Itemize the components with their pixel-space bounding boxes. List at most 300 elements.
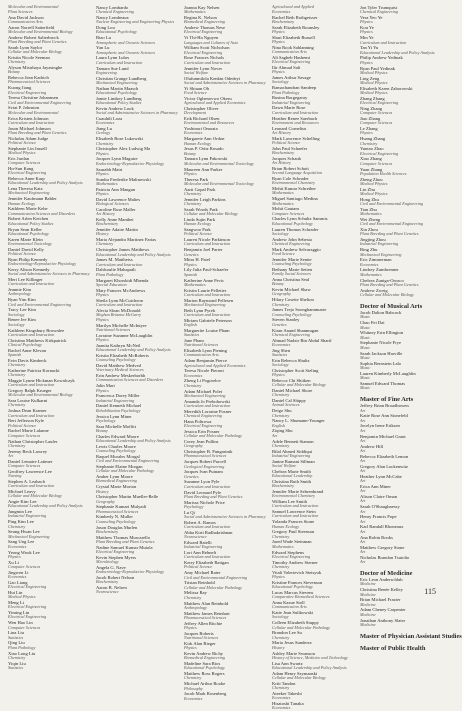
graduate-program: Cellular and Molecular Biology xyxy=(272,674,326,680)
graduate-program: Sociology xyxy=(8,321,25,327)
graduate-entry xyxy=(360,76,442,86)
graduate-name: Margarete Ann Ordon xyxy=(184,136,225,142)
graduate-program: Cellular and Molecular Biology xyxy=(360,291,414,297)
graduate-entry xyxy=(8,418,90,428)
graduate-name: Bilal Ahmed Siddiqui xyxy=(272,448,313,454)
graduate-entry xyxy=(96,514,178,524)
graduate-name: Jacques Roberts xyxy=(184,630,214,636)
graduate-name: Marguerite Louise Pham xyxy=(184,328,230,333)
graduate-entry xyxy=(8,25,90,35)
graduate-name: Lucas Marcus Stevens xyxy=(272,589,314,595)
graduate-name: Charles Edward Moore xyxy=(96,433,139,439)
graduate-name: Regina K. Nelson xyxy=(184,15,217,21)
graduate-entry xyxy=(184,641,266,651)
graduate-entry xyxy=(360,167,442,177)
graduate-name: Sophia Bernstein Lalo xyxy=(360,360,402,366)
graduate-program: Curriculum and Instruction xyxy=(8,412,55,418)
graduate-entry xyxy=(184,146,266,156)
graduate-name: Lorraine Suzanne McLaughlin xyxy=(96,332,153,338)
graduate-program: Physics xyxy=(272,28,285,34)
graduate-name: Colleen Elizabeth Stuppy xyxy=(272,620,319,626)
graduate-program: Curriculum and Instruction xyxy=(184,524,231,530)
graduate-entry xyxy=(360,423,442,433)
graduate-program: Sociology xyxy=(272,362,289,368)
graduate-entry xyxy=(184,520,266,530)
graduate-program: Mechanical Engineering xyxy=(96,79,138,85)
graduate-program: Electrical Engineering xyxy=(184,423,223,429)
graduate-entry xyxy=(184,459,266,469)
graduate-program: Chemistry xyxy=(184,382,202,388)
graduate-entry xyxy=(184,348,266,358)
graduate-program: Electrical Engineering xyxy=(272,59,311,65)
graduate-entry xyxy=(360,371,442,381)
graduate-name: Philip Andrew Yedinak xyxy=(360,55,403,61)
graduate-entry xyxy=(184,560,266,570)
graduate-program: Curriculum and Instruction xyxy=(8,382,55,388)
graduate-entry xyxy=(96,76,178,86)
graduate-entry xyxy=(8,590,90,600)
graduate-entry xyxy=(8,630,90,640)
graduate-program: Political Science xyxy=(184,564,213,570)
graduate-name: Olufunmilola Kenkin Odedeyi xyxy=(184,75,241,81)
graduate-name: Jacob Robert Nelson xyxy=(96,575,135,581)
graduate-program: Economics xyxy=(272,341,291,347)
graduate-program: Environmental Chemistry xyxy=(272,493,315,499)
graduate-program: Biochemistry xyxy=(272,150,295,156)
graduate-program: Political Science xyxy=(272,140,301,146)
graduate-entry xyxy=(360,474,442,484)
graduate-entry xyxy=(272,519,354,529)
graduate-name: Kristin Laurie Pelletier xyxy=(184,287,227,293)
graduate-name: Jacques Schaub xyxy=(272,155,301,161)
graduate-entry xyxy=(184,177,266,187)
graduate-entry xyxy=(360,257,442,267)
graduate-program: English xyxy=(272,422,285,428)
graduate-name: Sondra Frederike Malinowski xyxy=(96,176,151,182)
graduate-name: Seung Hwan Lee xyxy=(8,529,40,535)
graduate-entry xyxy=(184,530,266,540)
graduate-entry xyxy=(8,459,90,469)
graduate-entry xyxy=(272,105,354,115)
graduate-program: Chemistry xyxy=(8,59,26,65)
graduate-name: Victor Oghenovwo Okeru xyxy=(184,95,232,101)
graduate-program: Environment and Resources xyxy=(272,119,319,125)
graduate-name: Stephanie Kumari Mulyadi xyxy=(96,504,147,510)
graduate-program: Industrial Engineering xyxy=(8,513,47,519)
graduate-name: Ling Zeng xyxy=(360,75,380,81)
graduate-program: Genetics xyxy=(272,321,287,327)
graduate-entry xyxy=(184,490,266,500)
graduate-program: Educational Leadership and Policy Analysis xyxy=(96,251,171,257)
graduate-program: Economics xyxy=(184,695,203,701)
graduate-list-column-4 xyxy=(272,4,354,711)
graduate-name: Stephanie Nicole Frye xyxy=(360,340,402,346)
graduate-name: Nancy Lombeaux xyxy=(96,15,129,21)
graduate-program: Plant Pathology xyxy=(8,644,36,650)
graduate-program: Social Welfare xyxy=(184,69,209,75)
graduate-name: Ahmad Nadzir Bin Abdul Sharif xyxy=(272,337,332,343)
graduate-name: Nadine Samuel Kumar Mutola xyxy=(96,544,153,550)
graduate-program: Cellular and Molecular Biology xyxy=(8,49,62,55)
graduate-program: Economics xyxy=(272,705,291,711)
graduate-program: Electrical Engineering xyxy=(8,614,47,620)
graduate-name: Michael Arthur Rooke xyxy=(184,681,226,687)
graduate-entry xyxy=(272,116,354,126)
graduate-program: Cellular and Molecular Biology xyxy=(272,382,326,388)
graduate-name: Ryan Paul Yedinak xyxy=(360,65,395,71)
graduate-name: Bert Jefferson Kyle xyxy=(8,418,44,424)
graduate-name: Hana Poltrowa xyxy=(184,418,212,424)
graduate-entry xyxy=(360,177,442,187)
graduate-name: Lu Qi xyxy=(184,509,195,515)
graduate-name: Lauren Kimberly McLaughlin xyxy=(360,370,416,376)
graduate-name: Kathleen Kingsbury Brownlee xyxy=(8,327,65,333)
graduate-program: Electrical Engineering xyxy=(360,150,399,156)
graduate-name: Raquel Morales Morgal xyxy=(96,453,140,459)
graduate-entry xyxy=(360,444,442,454)
graduate-name: Jesus P. Ortiz Rosado xyxy=(184,146,224,152)
graduate-program: Cellular and Molecular Pathology xyxy=(184,433,243,439)
graduate-program: Biochemistry xyxy=(272,18,295,24)
graduate-name: Samuel Edward Thomas xyxy=(360,380,406,386)
graduate-entry xyxy=(272,25,354,35)
graduate-name: Amy Michael Rater xyxy=(184,570,221,576)
graduate-entry xyxy=(184,601,266,611)
graduate-name: Suzanne Lyon Pyle xyxy=(184,479,220,485)
graduate-program: Pharmaceutical Sciences xyxy=(8,79,51,85)
graduate-program: Chemistry xyxy=(272,634,290,640)
graduate-program: Food Science xyxy=(184,90,207,96)
graduate-program: Economics xyxy=(8,574,27,580)
graduate-entry xyxy=(184,358,266,368)
graduate-entry xyxy=(184,621,266,631)
graduate-entry xyxy=(8,206,90,216)
graduate-name: Erik Richard Olsen xyxy=(184,116,220,122)
graduate-entry xyxy=(8,105,90,115)
graduate-name: Kevin Stephen Myers xyxy=(96,554,137,560)
graduate-entry xyxy=(96,197,178,207)
graduate-program: Music xyxy=(360,334,371,340)
graduate-program: Civil and Environmental Engineering xyxy=(360,221,423,227)
graduate-entry xyxy=(184,328,266,338)
graduate-entry xyxy=(272,15,354,25)
graduate-name: Elisabeth Lynn Piening xyxy=(184,348,227,354)
graduate-entry xyxy=(8,267,90,277)
graduate-entry xyxy=(8,166,90,176)
graduate-name: Linda Sujin Park xyxy=(184,216,216,222)
graduate-entry xyxy=(184,126,266,136)
graduate-entry xyxy=(272,287,354,297)
graduate-entry xyxy=(96,565,178,575)
graduate-entry xyxy=(96,66,178,76)
graduate-name: Lindsey Zumbrenner xyxy=(360,267,399,273)
graduate-name: Jalin Mari xyxy=(96,383,115,389)
graduate-program: Environmental Chemistry xyxy=(272,180,315,186)
graduate-name: Sheila Lynn McCutcheon xyxy=(96,297,143,303)
graduate-entry xyxy=(360,116,442,126)
graduate-entry xyxy=(360,381,442,391)
graduate-name: Charles Lynn Schultz Sammis xyxy=(272,216,328,222)
graduate-program: Educational Psychology xyxy=(272,220,313,226)
graduate-program: Art xyxy=(360,548,366,554)
graduate-entry xyxy=(8,65,90,75)
graduate-entry xyxy=(184,167,266,177)
graduate-program: Chemistry xyxy=(184,201,202,207)
graduate-name: Maria Alejandra Martinez Farias xyxy=(96,237,157,243)
graduate-entry xyxy=(8,297,90,307)
graduate-entry xyxy=(184,469,266,479)
graduate-program: Chemistry xyxy=(8,523,26,529)
graduate-name: Andrew Hill xyxy=(360,443,384,449)
graduate-entry xyxy=(360,434,442,444)
graduate-name: Stephen A. Leabach xyxy=(8,478,45,484)
graduate-entry xyxy=(360,217,442,227)
graduate-name: Jing Shen xyxy=(272,347,290,353)
graduate-program: Political Science xyxy=(184,231,213,237)
graduate-program: Electrical Engineering xyxy=(8,170,47,176)
graduate-entry xyxy=(96,333,178,343)
graduate-entry xyxy=(360,96,442,106)
graduate-entry xyxy=(184,298,266,308)
graduate-entry xyxy=(8,136,90,146)
graduate-program: Curriculum and Instruction xyxy=(272,513,319,519)
graduate-entry xyxy=(8,277,90,287)
graduate-entry xyxy=(184,691,266,701)
graduate-entry xyxy=(272,529,354,539)
graduate-program: Industrial Engineering xyxy=(360,241,399,247)
graduate-program: Computer Sciences xyxy=(8,432,41,438)
graduate-entry xyxy=(8,75,90,85)
graduate-program: Art xyxy=(360,558,366,564)
graduate-name: Patricia Ann Mangan xyxy=(96,186,136,192)
graduate-name: Huang Zhang xyxy=(360,136,386,142)
graduate-name: Rusina Borgegaray xyxy=(272,95,308,101)
graduate-name: Tamara Lynn Pakowski xyxy=(184,156,228,162)
graduate-program: Political Science xyxy=(8,251,37,257)
graduate-program: Counseling Psychology xyxy=(272,311,312,317)
graduate-entry xyxy=(272,35,354,45)
graduate-name: Vera Yeo Ye xyxy=(360,15,383,21)
graduate-program: Economics xyxy=(272,695,291,701)
graduate-program: Family Social Sciences xyxy=(272,271,311,277)
graduate-name: Vitali Valerievich Stetsyuk xyxy=(272,569,322,575)
graduate-program: Biochemistry xyxy=(272,483,295,489)
graduate-program: Physics xyxy=(360,130,373,136)
graduate-program: Chemistry xyxy=(8,402,26,408)
graduate-name: Rebecca Chi Shiiken xyxy=(272,377,311,383)
graduate-program: Cellular and Molecular Pathology xyxy=(184,584,243,590)
graduate-entry xyxy=(360,267,442,277)
graduate-program: Curriculum and Instruction xyxy=(184,241,231,247)
graduate-entry xyxy=(360,577,442,587)
graduate-name: Katherine Anne Pecic xyxy=(184,277,225,283)
graduate-program: Electrical Engineering xyxy=(272,553,311,559)
graduate-name: Henry Francis Pope xyxy=(360,514,397,520)
graduate-program: Nutritional Sciences xyxy=(184,342,219,348)
graduate-entry xyxy=(184,217,266,227)
graduate-name: Jacques Robert Purcell xyxy=(184,459,227,465)
graduate-name: Daniel Cal Shippy xyxy=(272,398,306,404)
graduate-entry xyxy=(272,75,354,85)
graduate-program: Physics xyxy=(96,316,109,322)
graduate-name: Gregory Alan Luckenwitz xyxy=(360,463,408,469)
graduate-name: Nina Rook Sahlanning xyxy=(272,44,314,50)
graduate-entry xyxy=(360,197,442,207)
graduate-program: Medical Physics xyxy=(360,190,388,196)
graduate-program: Chemical Engineering xyxy=(360,9,398,15)
graduate-program: Animal Sciences xyxy=(272,402,300,408)
graduate-program: Music xyxy=(360,324,371,330)
graduate-name: Caroline Rose Maller xyxy=(96,206,136,212)
graduate-name: Aarti Gopal Park xyxy=(184,186,216,192)
graduate-entry xyxy=(184,207,266,217)
graduate-program: Meghan Brianna McGarry xyxy=(96,312,142,318)
graduate-program: Botany xyxy=(8,69,20,75)
graduate-program: Plant Breeding and Plant Genetics xyxy=(8,129,67,135)
graduate-program: Medicine xyxy=(360,591,376,597)
graduate-program: Geography xyxy=(96,498,115,504)
graduate-name: Nicholas Brandon Tsutolio xyxy=(360,554,410,560)
graduate-entry xyxy=(184,86,266,96)
graduate-program: Physics xyxy=(184,170,197,176)
graduate-entry xyxy=(96,575,178,585)
graduate-program: Agricultural and Applied Economics xyxy=(184,100,246,106)
graduate-name: Karl Randall Rhoneaux xyxy=(360,524,404,530)
graduate-program: Computer Sciences xyxy=(8,624,41,630)
graduate-program: Educational Leadership and Policy Analysis xyxy=(360,49,435,55)
graduate-program: Social and Administrative Sciences in Pharmacy xyxy=(96,110,178,116)
graduate-entry xyxy=(96,454,178,464)
graduate-entry xyxy=(96,86,178,96)
graduate-name: Rachel Beth Rothgeisser xyxy=(272,14,318,20)
graduate-entry xyxy=(8,388,90,398)
graduate-entry xyxy=(184,288,266,298)
graduate-program: Art xyxy=(360,427,366,433)
graduate-name: Alecia Sloan McDonald xyxy=(96,307,141,313)
graduate-name: Daniel Kenneth Michael xyxy=(96,403,142,409)
graduate-entry xyxy=(184,247,266,257)
graduate-program: Counseling Psychology xyxy=(96,518,136,524)
graduate-name: Brandon Lee Su xyxy=(272,630,302,636)
graduate-entry xyxy=(8,95,90,105)
graduate-entry xyxy=(360,524,442,534)
graduate-program: Plant Breeding and Plant Genetics xyxy=(360,281,419,287)
graduate-name: Zheng Li Pogorelov xyxy=(184,378,221,384)
graduate-entry xyxy=(184,409,266,419)
graduate-program: Art xyxy=(360,538,366,544)
graduate-name: James Trejo Soonghannmarie xyxy=(272,307,327,313)
graduate-entry xyxy=(8,378,90,388)
graduate-name: Jingjing Zhou xyxy=(360,237,386,243)
graduate-program: Physics xyxy=(184,645,197,651)
graduate-program: Counseling Psychology xyxy=(96,357,136,363)
graduate-name: Katie Jean Sulikowski xyxy=(272,610,314,616)
graduate-name: Daniel David Kelly xyxy=(8,246,44,252)
graduate-program: Human Ecology xyxy=(272,523,300,529)
graduate-name: Ziqing Shu xyxy=(272,428,293,434)
graduate-entry xyxy=(96,177,178,187)
graduate-entry xyxy=(8,560,90,570)
graduate-entry xyxy=(272,65,354,75)
graduate-entry xyxy=(8,126,90,136)
graduate-name: Joshua Dean Kramer xyxy=(8,408,47,414)
graduate-entry xyxy=(184,419,266,429)
graduate-program: Curriculum and Instruction xyxy=(8,281,55,287)
graduate-entry xyxy=(8,570,90,580)
graduate-program: Chemistry xyxy=(8,362,26,368)
graduate-program: Chemistry xyxy=(96,140,114,146)
graduate-entry xyxy=(96,424,178,434)
graduate-program: Curriculum and Instruction xyxy=(8,483,55,489)
graduate-name: Andrew Thomas Nese xyxy=(184,25,225,31)
graduate-name: Jared Wade Steinman xyxy=(272,539,312,545)
graduate-program: Computer Sciences xyxy=(360,160,393,166)
graduate-name: Kelly Anne Manthei xyxy=(96,216,134,222)
graduate-name: Lily Julia Paul-Schaefer xyxy=(184,267,229,273)
graduate-name: Eric Jurdan xyxy=(8,155,30,161)
graduate-name: Geoffrey Lawrence Lee xyxy=(8,468,52,474)
graduate-name: Marion Raymond Pellesen xyxy=(184,297,233,303)
graduate-entry xyxy=(272,338,354,348)
graduate-entry xyxy=(96,403,178,413)
graduate-entry xyxy=(360,361,442,371)
graduate-entry xyxy=(184,25,266,35)
graduate-name: Sangwoo Park xyxy=(184,227,211,233)
graduate-name: Gao Liang xyxy=(8,579,28,585)
graduate-entry xyxy=(96,535,178,545)
graduate-name: Kriti Tandon xyxy=(272,680,296,686)
graduate-name: Adam Michael Polet xyxy=(184,388,223,394)
graduate-program: Spanish xyxy=(184,271,198,277)
graduate-program: Social Welfare xyxy=(272,463,297,469)
graduate-program: Geography xyxy=(272,291,291,297)
graduate-name: Timothy Andrew Sterner xyxy=(272,559,318,565)
graduate-name: Jessica Lynn Miner xyxy=(96,413,132,419)
graduate-entry xyxy=(360,464,442,474)
graduate-program: Educational Leadership and Policy Analysis xyxy=(8,180,83,186)
graduate-entry xyxy=(360,484,442,494)
graduate-name: Xin Zhou xyxy=(360,227,378,233)
graduate-program: Physics xyxy=(8,553,21,559)
graduate-entry xyxy=(8,620,90,630)
graduate-entry xyxy=(184,368,266,378)
graduate-entry xyxy=(360,5,442,15)
graduate-program: Statistics xyxy=(8,664,24,670)
graduate-program: Botany xyxy=(272,281,284,287)
graduate-program: Biological Sciences xyxy=(96,201,129,207)
graduate-name: David Leonard Pyle xyxy=(184,489,221,495)
graduate-program: History xyxy=(96,231,109,237)
graduate-name: Benjamin Michael Grant xyxy=(360,433,406,439)
graduate-entry xyxy=(8,661,90,671)
graduate-entry xyxy=(8,35,90,45)
graduate-entry xyxy=(184,399,266,409)
graduate-program: Civil and Environmental Engineering xyxy=(184,574,247,580)
graduate-entry xyxy=(8,307,90,317)
graduate-program: Art xyxy=(360,447,366,453)
graduate-entry xyxy=(8,640,90,650)
graduate-entry xyxy=(360,237,442,247)
graduate-program: Curriculum and Instruction xyxy=(184,483,231,489)
graduate-program: Population Health Sciences xyxy=(360,170,407,176)
graduate-name: Dong Lou xyxy=(96,25,115,31)
graduate-entry xyxy=(184,55,266,65)
graduate-entry xyxy=(8,257,90,267)
graduate-entry xyxy=(272,176,354,186)
graduate-program: Educational Leadership and Policy Analysis xyxy=(272,664,347,670)
graduate-entry xyxy=(272,418,354,428)
graduate-entry xyxy=(96,187,178,197)
